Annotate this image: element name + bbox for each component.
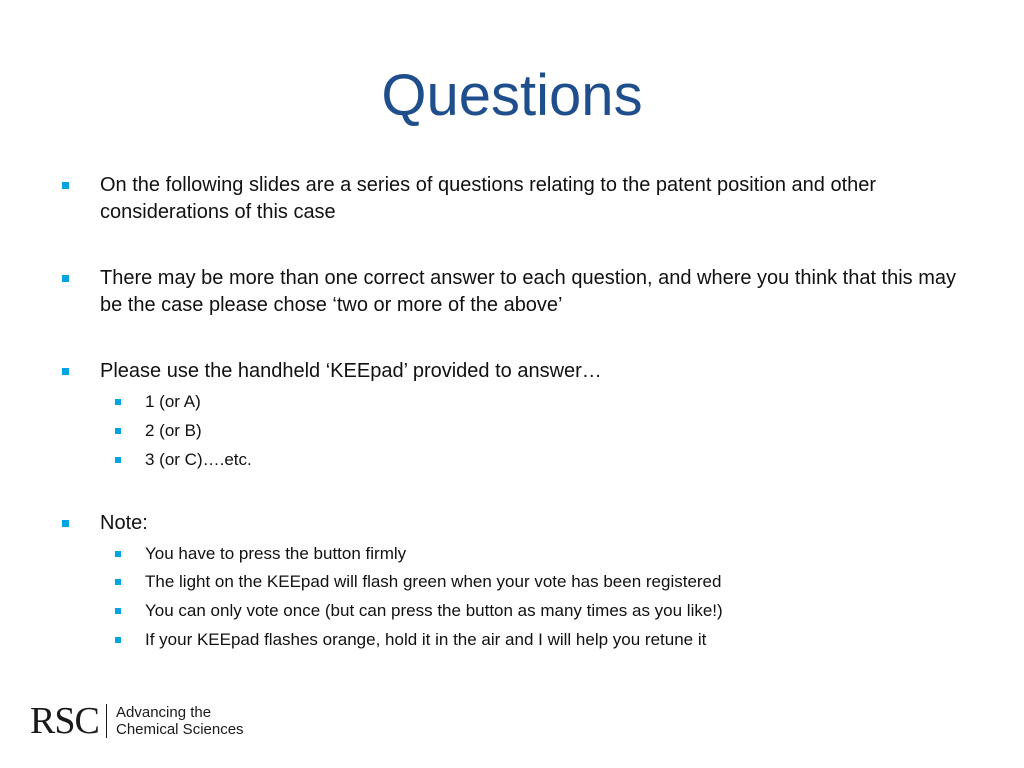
bullet-item (0, 510, 1024, 538)
sub-bullet-text: 3 (or C)….etc. (145, 450, 252, 469)
sub-bullet-text: You can only vote once (but can press the button as many times as you like!) (145, 601, 723, 620)
rsc-logo-mark: RSC (30, 700, 99, 742)
bullet-square-icon (62, 275, 69, 282)
sub-bullet-item (0, 391, 1024, 413)
bullet-square-icon (115, 399, 121, 405)
bullet-item (0, 358, 1024, 386)
bullet-text: Please use the handheld ‘KEEpad’ provided to answer… (100, 360, 602, 382)
bullet-square-icon (115, 608, 121, 614)
bullet-square-icon (115, 637, 121, 643)
sub-bullet-item (0, 600, 1024, 622)
sub-bullet-item (0, 571, 1024, 593)
sub-bullet-text: You have to press the button firmly (145, 544, 407, 563)
sub-bullet-item (0, 449, 1024, 471)
rsc-tagline-line-2: Chemical Sciences (116, 721, 244, 738)
sub-bullet-item (0, 420, 1024, 442)
bullet-square-icon (115, 428, 121, 434)
bullet-item (0, 172, 1024, 228)
logo-divider (106, 704, 107, 738)
bullet-text: There may be more than one correct answer to each question, and where you think that this may be the case please chose ‘two or more of the above’ (100, 267, 957, 316)
bullet-square-icon (62, 182, 69, 189)
rsc-tagline-line-1: Advancing the (116, 704, 212, 721)
bullet-square-icon (62, 368, 69, 375)
sub-bullet-text: If your KEEpad flashes orange, hold it in the air and I will help you retune it (145, 630, 707, 649)
bullet-square-icon (115, 551, 121, 557)
sub-bullet-text: The light on the KEEpad will flash green when your vote has been registered (145, 572, 722, 591)
bullet-text: On the following slides are a series of questions relating to the patent position and other considerations of this case (100, 174, 877, 223)
bullet-square-icon (115, 457, 121, 463)
slide-title: Questions (381, 63, 643, 128)
rsc-tagline (116, 704, 276, 738)
bullet-text: Note: (100, 512, 148, 534)
sub-bullet-item (0, 543, 1024, 565)
sub-bullet-item (0, 629, 1024, 651)
sub-bullet-text: 1 (or A) (145, 392, 201, 411)
bullet-square-icon (62, 520, 69, 527)
sub-bullet-text: 2 (or B) (145, 421, 202, 440)
bullet-item (0, 265, 1024, 321)
bullet-square-icon (115, 579, 121, 585)
